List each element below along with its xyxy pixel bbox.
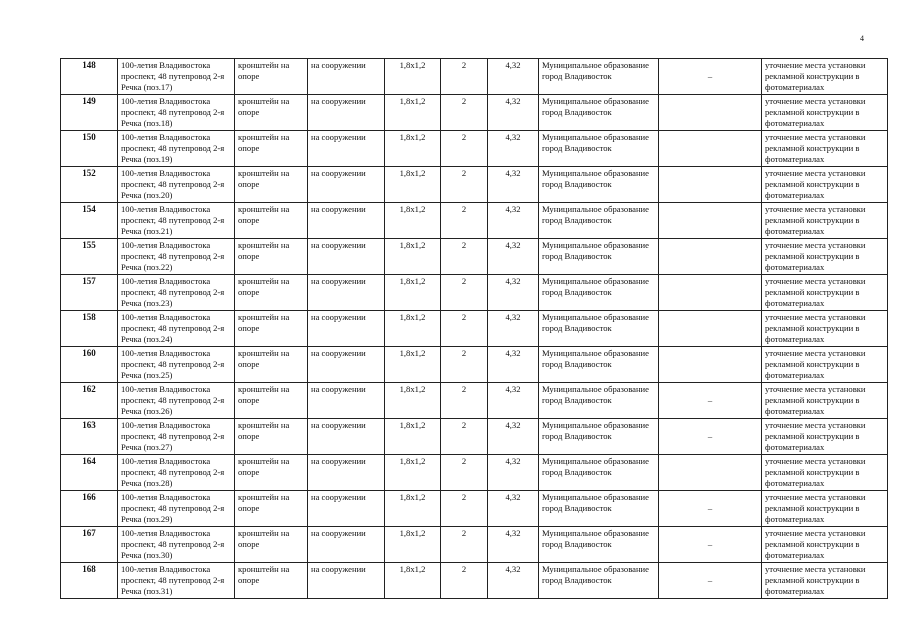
table-row [61, 527, 888, 563]
sides-cell: 2 [441, 95, 488, 131]
note-cell: уточнение места установки рекламной конструкции в фотоматериалах [762, 59, 888, 95]
row-number: 150 [61, 131, 118, 167]
note-cell: уточнение места установки рекламной конструкции в фотоматериалах [762, 131, 888, 167]
address-cell: 100-летия Владивостока проспект, 48 путепровод 2-я Речка (поз.26) [118, 383, 235, 419]
sides-cell: 2 [441, 239, 488, 275]
sides-cell: 2 [441, 527, 488, 563]
row-number: 166 [61, 491, 118, 527]
ref-cell [659, 167, 762, 203]
ref-cell [659, 311, 762, 347]
construction-type-cell: кронштейн на опоре [235, 167, 308, 203]
address-cell: 100-летия Владивостока проспект, 48 путепровод 2-я Речка (поз.25) [118, 347, 235, 383]
ref-cell [659, 275, 762, 311]
area-cell: 4,32 [488, 275, 539, 311]
note-cell: уточнение места установки рекламной конструкции в фотоматериалах [762, 383, 888, 419]
construction-type-cell: кронштейн на опоре [235, 275, 308, 311]
owner-cell: Муниципальное образование город Владивосток [539, 419, 659, 455]
size-cell: 1,8x1,2 [385, 275, 441, 311]
table-row [61, 419, 888, 455]
area-cell: 4,32 [488, 131, 539, 167]
construction-type-cell: кронштейн на опоре [235, 383, 308, 419]
table-row [61, 491, 888, 527]
address-cell: 100-летия Владивостока проспект, 48 путепровод 2-я Речка (поз.22) [118, 239, 235, 275]
sides-cell: 2 [441, 131, 488, 167]
area-cell: 4,32 [488, 347, 539, 383]
sides-cell: 2 [441, 347, 488, 383]
placement-cell: на сооружении [308, 491, 385, 527]
owner-cell: Муниципальное образование город Владивосток [539, 563, 659, 599]
table-row [61, 383, 888, 419]
sides-cell: 2 [441, 275, 488, 311]
construction-type-cell: кронштейн на опоре [235, 131, 308, 167]
construction-type-cell: кронштейн на опоре [235, 563, 308, 599]
size-cell: 1,8x1,2 [385, 95, 441, 131]
construction-type-cell: кронштейн на опоре [235, 455, 308, 491]
note-cell: уточнение места установки рекламной конструкции в фотоматериалах [762, 95, 888, 131]
area-cell: 4,32 [488, 563, 539, 599]
area-cell: 4,32 [488, 95, 539, 131]
area-cell: 4,32 [488, 527, 539, 563]
placement-cell: на сооружении [308, 275, 385, 311]
ref-cell [659, 347, 762, 383]
owner-cell: Муниципальное образование город Владивосток [539, 131, 659, 167]
ref-cell: – [659, 491, 762, 527]
construction-type-cell: кронштейн на опоре [235, 203, 308, 239]
note-cell: уточнение места установки рекламной конструкции в фотоматериалах [762, 527, 888, 563]
sides-cell: 2 [441, 455, 488, 491]
address-cell: 100-летия Владивостока проспект, 48 путепровод 2-я Речка (поз.31) [118, 563, 235, 599]
ref-cell: – [659, 527, 762, 563]
owner-cell: Муниципальное образование город Владивосток [539, 347, 659, 383]
note-cell: уточнение места установки рекламной конструкции в фотоматериалах [762, 491, 888, 527]
placement-cell: на сооружении [308, 167, 385, 203]
ref-cell [659, 203, 762, 239]
construction-type-cell: кронштейн на опоре [235, 95, 308, 131]
area-cell: 4,32 [488, 239, 539, 275]
table-row [61, 131, 888, 167]
table-row [61, 167, 888, 203]
size-cell: 1,8x1,2 [385, 419, 441, 455]
address-cell: 100-летия Владивостока проспект, 48 путепровод 2-я Речка (поз.28) [118, 455, 235, 491]
construction-type-cell: кронштейн на опоре [235, 527, 308, 563]
row-number: 162 [61, 383, 118, 419]
owner-cell: Муниципальное образование город Владивосток [539, 239, 659, 275]
sides-cell: 2 [441, 203, 488, 239]
sides-cell: 2 [441, 59, 488, 95]
owner-cell: Муниципальное образование город Владивосток [539, 95, 659, 131]
note-cell: уточнение места установки рекламной конструкции в фотоматериалах [762, 347, 888, 383]
placement-cell: на сооружении [308, 347, 385, 383]
row-number: 158 [61, 311, 118, 347]
note-cell: уточнение места установки рекламной конструкции в фотоматериалах [762, 167, 888, 203]
row-number: 168 [61, 563, 118, 599]
owner-cell: Муниципальное образование город Владивосток [539, 59, 659, 95]
size-cell: 1,8x1,2 [385, 563, 441, 599]
registry-table [60, 58, 888, 599]
placement-cell: на сооружении [308, 95, 385, 131]
sides-cell: 2 [441, 167, 488, 203]
construction-type-cell: кронштейн на опоре [235, 419, 308, 455]
sides-cell: 2 [441, 491, 488, 527]
size-cell: 1,8x1,2 [385, 167, 441, 203]
table-row [61, 563, 888, 599]
construction-type-cell: кронштейн на опоре [235, 347, 308, 383]
note-cell: уточнение места установки рекламной конструкции в фотоматериалах [762, 203, 888, 239]
row-number: 160 [61, 347, 118, 383]
table-row [61, 311, 888, 347]
note-cell: уточнение места установки рекламной конструкции в фотоматериалах [762, 563, 888, 599]
sides-cell: 2 [441, 383, 488, 419]
placement-cell: на сооружении [308, 455, 385, 491]
owner-cell: Муниципальное образование город Владивосток [539, 203, 659, 239]
address-cell: 100-летия Владивостока проспект, 48 путепровод 2-я Речка (поз.18) [118, 95, 235, 131]
size-cell: 1,8x1,2 [385, 239, 441, 275]
address-cell: 100-летия Владивостока проспект, 48 путепровод 2-я Речка (поз.17) [118, 59, 235, 95]
address-cell: 100-летия Владивостока проспект, 48 путепровод 2-я Речка (поз.29) [118, 491, 235, 527]
area-cell: 4,32 [488, 311, 539, 347]
owner-cell: Муниципальное образование город Владивосток [539, 491, 659, 527]
table-row [61, 239, 888, 275]
construction-type-cell: кронштейн на опоре [235, 311, 308, 347]
address-cell: 100-летия Владивостока проспект, 48 путепровод 2-я Речка (поз.20) [118, 167, 235, 203]
address-cell: 100-летия Владивостока проспект, 48 путепровод 2-я Речка (поз.19) [118, 131, 235, 167]
table-row [61, 455, 888, 491]
row-number: 154 [61, 203, 118, 239]
placement-cell: на сооружении [308, 203, 385, 239]
construction-type-cell: кронштейн на опоре [235, 491, 308, 527]
ref-cell [659, 95, 762, 131]
row-number: 149 [61, 95, 118, 131]
area-cell: 4,32 [488, 491, 539, 527]
sides-cell: 2 [441, 419, 488, 455]
row-number: 167 [61, 527, 118, 563]
sides-cell: 2 [441, 563, 488, 599]
size-cell: 1,8x1,2 [385, 131, 441, 167]
size-cell: 1,8x1,2 [385, 59, 441, 95]
address-cell: 100-летия Владивостока проспект, 48 путепровод 2-я Речка (поз.23) [118, 275, 235, 311]
owner-cell: Муниципальное образование город Владивосток [539, 275, 659, 311]
size-cell: 1,8x1,2 [385, 203, 441, 239]
area-cell: 4,32 [488, 383, 539, 419]
area-cell: 4,32 [488, 203, 539, 239]
area-cell: 4,32 [488, 455, 539, 491]
address-cell: 100-летия Владивостока проспект, 48 путепровод 2-я Речка (поз.21) [118, 203, 235, 239]
table-row [61, 347, 888, 383]
owner-cell: Муниципальное образование город Владивосток [539, 455, 659, 491]
table-row [61, 95, 888, 131]
address-cell: 100-летия Владивостока проспект, 48 путепровод 2-я Речка (поз.30) [118, 527, 235, 563]
ref-cell: – [659, 419, 762, 455]
size-cell: 1,8x1,2 [385, 347, 441, 383]
row-number: 148 [61, 59, 118, 95]
size-cell: 1,8x1,2 [385, 455, 441, 491]
ref-cell [659, 131, 762, 167]
page-number: 4 [860, 34, 864, 43]
size-cell: 1,8x1,2 [385, 527, 441, 563]
ref-cell: – [659, 383, 762, 419]
note-cell: уточнение места установки рекламной конструкции в фотоматериалах [762, 275, 888, 311]
table-row [61, 59, 888, 95]
row-number: 164 [61, 455, 118, 491]
ref-cell [659, 455, 762, 491]
placement-cell: на сооружении [308, 527, 385, 563]
row-number: 163 [61, 419, 118, 455]
ref-cell [659, 239, 762, 275]
owner-cell: Муниципальное образование город Владивосток [539, 527, 659, 563]
placement-cell: на сооружении [308, 311, 385, 347]
placement-cell: на сооружении [308, 239, 385, 275]
construction-type-cell: кронштейн на опоре [235, 59, 308, 95]
note-cell: уточнение места установки рекламной конструкции в фотоматериалах [762, 455, 888, 491]
placement-cell: на сооружении [308, 563, 385, 599]
ref-cell: – [659, 59, 762, 95]
note-cell: уточнение места установки рекламной конструкции в фотоматериалах [762, 311, 888, 347]
placement-cell: на сооружении [308, 419, 385, 455]
owner-cell: Муниципальное образование город Владивосток [539, 167, 659, 203]
construction-type-cell: кронштейн на опоре [235, 239, 308, 275]
size-cell: 1,8x1,2 [385, 383, 441, 419]
row-number: 152 [61, 167, 118, 203]
placement-cell: на сооружении [308, 131, 385, 167]
table-row [61, 275, 888, 311]
note-cell: уточнение места установки рекламной конструкции в фотоматериалах [762, 239, 888, 275]
row-number: 155 [61, 239, 118, 275]
table-row [61, 203, 888, 239]
size-cell: 1,8x1,2 [385, 311, 441, 347]
address-cell: 100-летия Владивостока проспект, 48 путепровод 2-я Речка (поз.24) [118, 311, 235, 347]
note-cell: уточнение места установки рекламной конструкции в фотоматериалах [762, 419, 888, 455]
row-number: 157 [61, 275, 118, 311]
size-cell: 1,8x1,2 [385, 491, 441, 527]
area-cell: 4,32 [488, 419, 539, 455]
placement-cell: на сооружении [308, 383, 385, 419]
owner-cell: Муниципальное образование город Владивосток [539, 311, 659, 347]
sides-cell: 2 [441, 311, 488, 347]
owner-cell: Муниципальное образование город Владивосток [539, 383, 659, 419]
ref-cell: – [659, 563, 762, 599]
area-cell: 4,32 [488, 167, 539, 203]
address-cell: 100-летия Владивостока проспект, 48 путепровод 2-я Речка (поз.27) [118, 419, 235, 455]
area-cell: 4,32 [488, 59, 539, 95]
placement-cell: на сооружении [308, 59, 385, 95]
